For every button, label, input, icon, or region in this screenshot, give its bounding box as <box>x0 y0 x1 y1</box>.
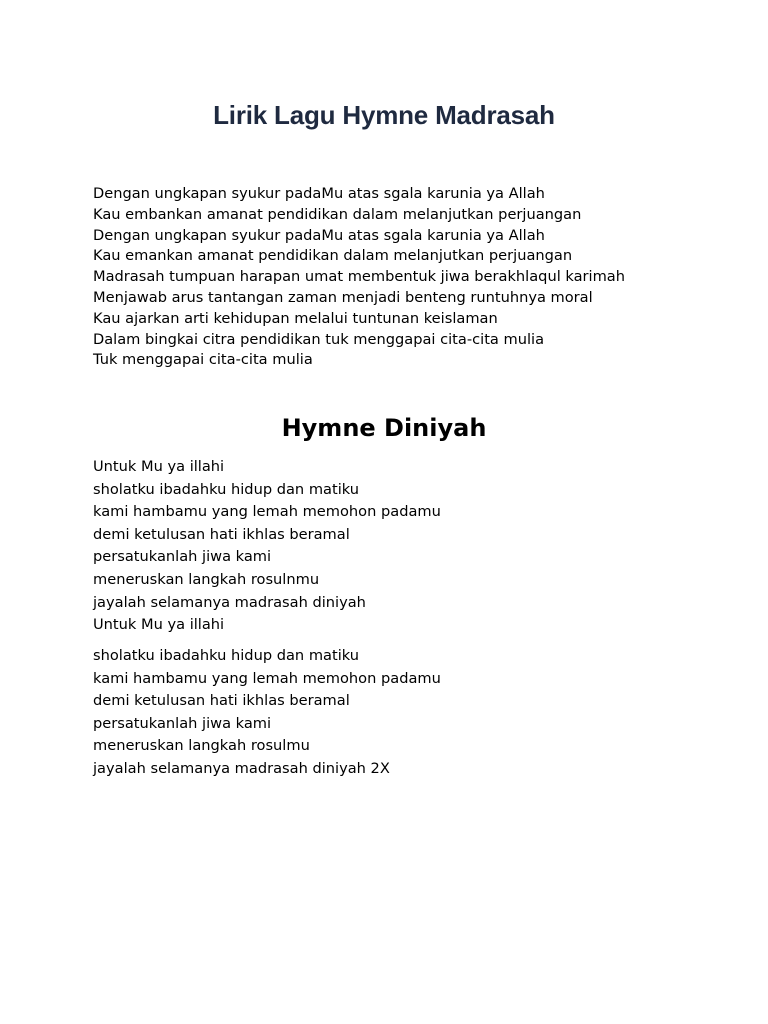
page-title: Lirik Lagu Hymne Madrasah <box>213 100 555 130</box>
lyric-line: Tuk menggapai cita-cita mulia <box>93 351 313 369</box>
lyric-line: Kau embankan amanat pendidikan dalam melanjutkan perjuangan <box>93 205 582 223</box>
lyric-line: demi ketulusan hati ikhlas beramal <box>93 692 350 710</box>
lyric-line: kami hambamu yang lemah memohon padamu <box>93 669 441 687</box>
lyric-line: meneruskan langkah rosulmu <box>93 737 310 755</box>
lyric-line: Dengan ungkapan syukur padaMu atas sgala karunia ya Allah <box>93 226 545 244</box>
lyric-line: demi ketulusan hati ikhlas beramal <box>93 525 350 543</box>
lyric-line: Kau emankan amanat pendidikan dalam melanjutkan perjuangan <box>93 247 573 265</box>
madrasah-lyrics <box>93 184 625 371</box>
section-title-diniyah: Hymne Diniyah <box>281 414 487 442</box>
lyric-line: meneruskan langkah rosulnmu <box>93 570 320 588</box>
lyric-line: Kau ajarkan arti kehidupan melalui tuntunan keislaman <box>93 309 498 327</box>
diniyah-verse-2 <box>93 645 441 781</box>
lyric-line: Menjawab arus tantangan zaman menjadi benteng runtuhnya moral <box>93 288 593 306</box>
lyric-line: jayalah selamanya madrasah diniyah <box>93 593 366 611</box>
lyric-line: Dengan ungkapan syukur padaMu atas sgala karunia ya Allah <box>93 185 545 202</box>
lyric-line: Dalam bingkai citra pendidikan tuk menggapai cita-cita mulia <box>93 330 545 348</box>
diniyah-verse-1 <box>93 456 441 637</box>
lyric-line: Untuk Mu ya illahi <box>93 458 225 475</box>
lyric-line: Madrasah tumpuan harapan umat membentuk jiwa berakhlaqul karimah <box>93 268 625 286</box>
lyric-line: jayalah selamanya madrasah diniyah 2X <box>93 759 390 777</box>
lyric-line: persatukanlah jiwa kami <box>93 548 272 566</box>
lyric-line: Untuk Mu ya illahi <box>93 616 225 634</box>
lyric-line: sholatku ibadahku hidup dan matiku <box>93 480 360 498</box>
lyric-line: persatukanlah jiwa kami <box>93 714 272 732</box>
lyric-line: sholatku ibadahku hidup dan matiku <box>93 647 360 664</box>
lyric-line: kami hambamu yang lemah memohon padamu <box>93 503 441 521</box>
